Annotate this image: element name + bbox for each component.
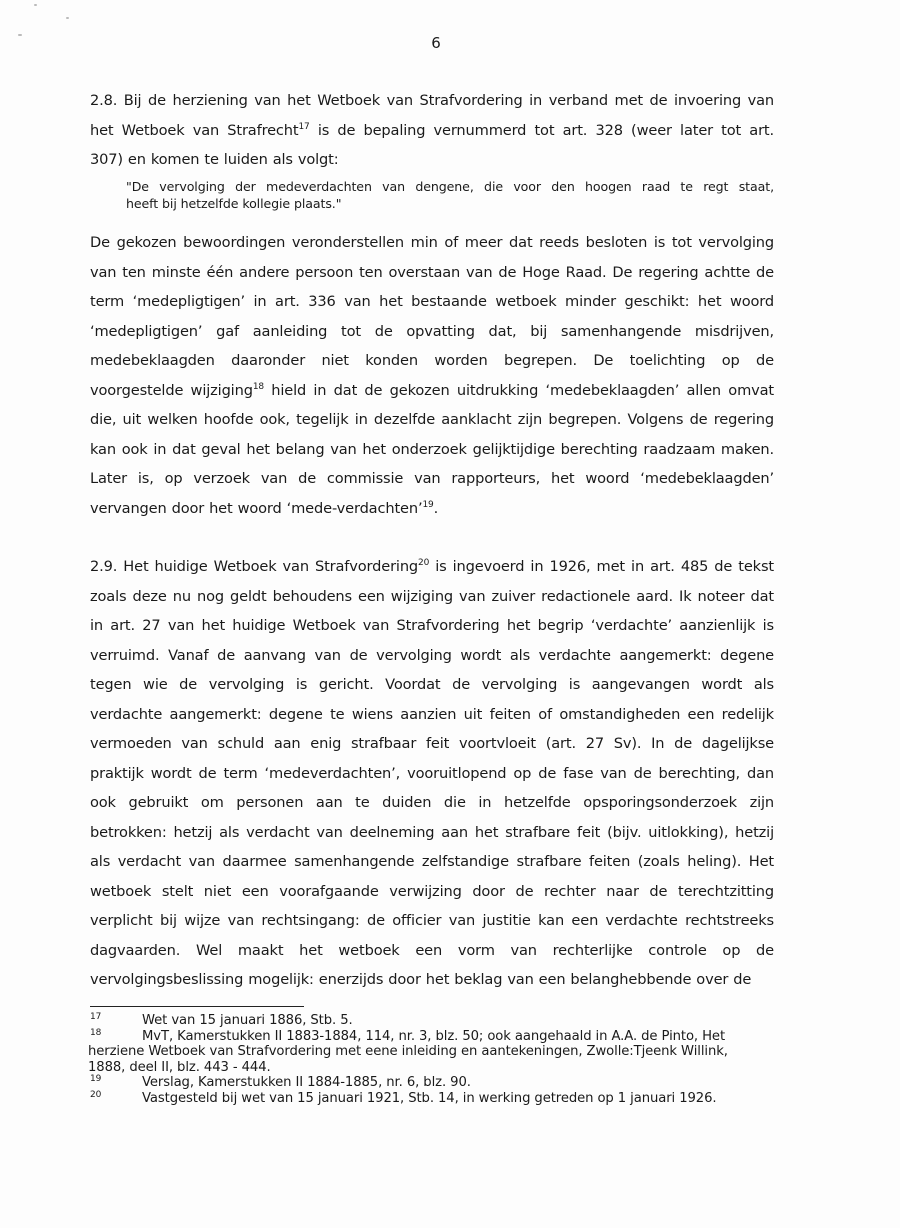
text-line: als verdacht van daarmee samenhangende zelfstandige strafbare feiten (zoals heling). Het (90, 853, 774, 870)
text-line: 2.9. Het huidige Wetboek van Strafvordering$^{20}$ is ingevoerd in 1926, met in art. 485 de tekst (90, 558, 774, 575)
page-number: 6 (431, 34, 441, 52)
footnote-text: MvT, Kamerstukken II 1883-1884, 114, nr. 3, blz. 50; ook aangehaald in A.A. de Pinto, Het (142, 1028, 726, 1044)
text-line: "De vervolging der medeverdachten van dengene, die voor den hoogen raad te regt staat, (126, 179, 774, 194)
footnote-17 (86, 1013, 786, 1029)
text-line: dagvaarden. Wel maakt het wetboek een vorm van rechterlijke controle op de (90, 941, 774, 959)
footnote-number: 17 (90, 1012, 102, 1022)
footnotes (86, 1013, 786, 1107)
text-line: vervangen door het woord ‘mede-verdachten’$^{19}$. (90, 499, 439, 517)
section-2-8-paragraph (90, 86, 774, 175)
footnote-ref[interactable]: 18 (252, 381, 264, 392)
text-line: term ‘medepligtigen’ in art. 336 van het bestaande wetboek minder geschikt: het woord (90, 293, 774, 310)
scan-speck (34, 4, 37, 6)
footnote-19 (86, 1075, 786, 1091)
footnote-18 (86, 1029, 786, 1076)
block-quote (126, 178, 774, 212)
text-line: verdachte aangemerkt: degene te wiens aanzien uit feiten of omstandigheden een redelijk (90, 705, 774, 723)
text-line: zoals deze nu nog geldt behoudens een wijziging van zuiver redactionele aard. Ik noteer dat (90, 587, 774, 605)
text-line: die, uit welken hoofde ook, tegelijk in dezelfde aanklacht zijn begrepen. Volgens de regering (90, 411, 774, 428)
text-line: 307) en komen te luiden als volgt: (90, 151, 339, 168)
text-line: vervolgingsbeslissing mogelijk: enerzijds door het beklag van een belanghebbende over de (90, 971, 752, 988)
text-line: heeft bij hetzelfde kollegie plaats." (126, 196, 342, 211)
footnote-text-continued: 1888, deel II, blz. 443 - 444. (88, 1059, 271, 1075)
text-line: voorgestelde wijziging$^{18}$ hield in dat de gekozen uitdrukking ‘medebeklaagden’ allen omvat (90, 381, 775, 399)
footnote-text: Verslag, Kamerstukken II 1884-1885, nr. 6, blz. 90. (142, 1075, 471, 1091)
scan-speck (66, 17, 69, 19)
footnote-ref[interactable]: 20 (418, 558, 430, 568)
text-line: verruimd. Vanaf de aanvang van de vervolging wordt als verdachte aangemerkt: degene (90, 646, 774, 664)
text-line: medebeklaagden daaronder niet konden worden begrepen. De toelichting op de (90, 352, 774, 369)
text-line: Later is, op verzoek van de commissie van rapporteurs, het woord ‘medebeklaagden’ (90, 470, 774, 487)
text-line: ‘medepligtigen’ gaf aanleiding tot de opvatting dat, bij samenhangende misdrijven, (90, 322, 774, 340)
text-line: tegen wie de vervolging is gericht. Voordat de vervolging is aangevangen wordt als (90, 676, 774, 693)
text-line: betrokken: hetzij als verdacht van deelneming aan het strafbare feit (bijv. uitlokking), hetzij (90, 823, 774, 841)
footnote-ref[interactable]: 19 (422, 499, 434, 510)
text-line: vermoeden van schuld aan enig strafbaar feit voortvloeit (art. 27 Sv). In de dagelijkse (90, 735, 774, 752)
footnote-number: 20 (90, 1089, 102, 1100)
section-2-9-paragraph (90, 552, 774, 995)
text-line: praktijk wordt de term ‘medeverdachten’, vooruitlopend op de fase van de berechting, dan (90, 764, 774, 782)
section-2-8-continuation (90, 228, 774, 523)
text-line: van ten minste één andere persoon ten overstaan van de Hoge Raad. De regering achtte de (90, 263, 774, 281)
footnote-divider (90, 1006, 304, 1007)
footnote-20 (86, 1091, 786, 1107)
text-line: kan ook in dat geval het belang van het onderzoek gelijktijdige berechting raadzaam maken. (90, 440, 774, 458)
text-line: het Wetboek van Strafrecht$^{17}$ is de bepaling vernummerd tot art. 328 (weer later tot art. (90, 121, 774, 139)
footnote-number: 19 (90, 1074, 102, 1085)
text-line: De gekozen bewoordingen veronderstellen min of meer dat reeds besloten is tot vervolging (90, 234, 774, 251)
text-line: ook gebruikt om personen aan te duiden die in hetzelfde opsporingsonderzoek zijn (90, 794, 774, 811)
footnote-number: 18 (90, 1027, 102, 1038)
footnote-text: Wet van 15 januari 1886, Stb. 5. (142, 1013, 353, 1028)
footnote-text: Vastgesteld bij wet van 15 januari 1921, Stb. 14, in werking getreden op 1 januari 1926. (142, 1090, 717, 1106)
text-line: in art. 27 van het huidige Wetboek van Strafvordering het begrip ‘verdachte’ aanzienlijk is (90, 617, 774, 634)
footnote-text-continued: herziene Wetboek van Strafvordering met eene inleiding en aantekeningen, Zwolle:Tjeenk Willink, (88, 1044, 728, 1060)
text-line: wetboek stelt niet een voorafgaande verwijzing door de rechter naar de terechtzitting (90, 882, 774, 900)
footnote-ref[interactable]: 17 (298, 121, 310, 132)
text-line: 2.8. Bij de herziening van het Wetboek van Strafvordering in verband met de invoering van (90, 92, 774, 109)
text-line: verplicht bij wijze van rechtsingang: de officier van justitie kan een verdachte rechtstreeks (90, 912, 774, 929)
